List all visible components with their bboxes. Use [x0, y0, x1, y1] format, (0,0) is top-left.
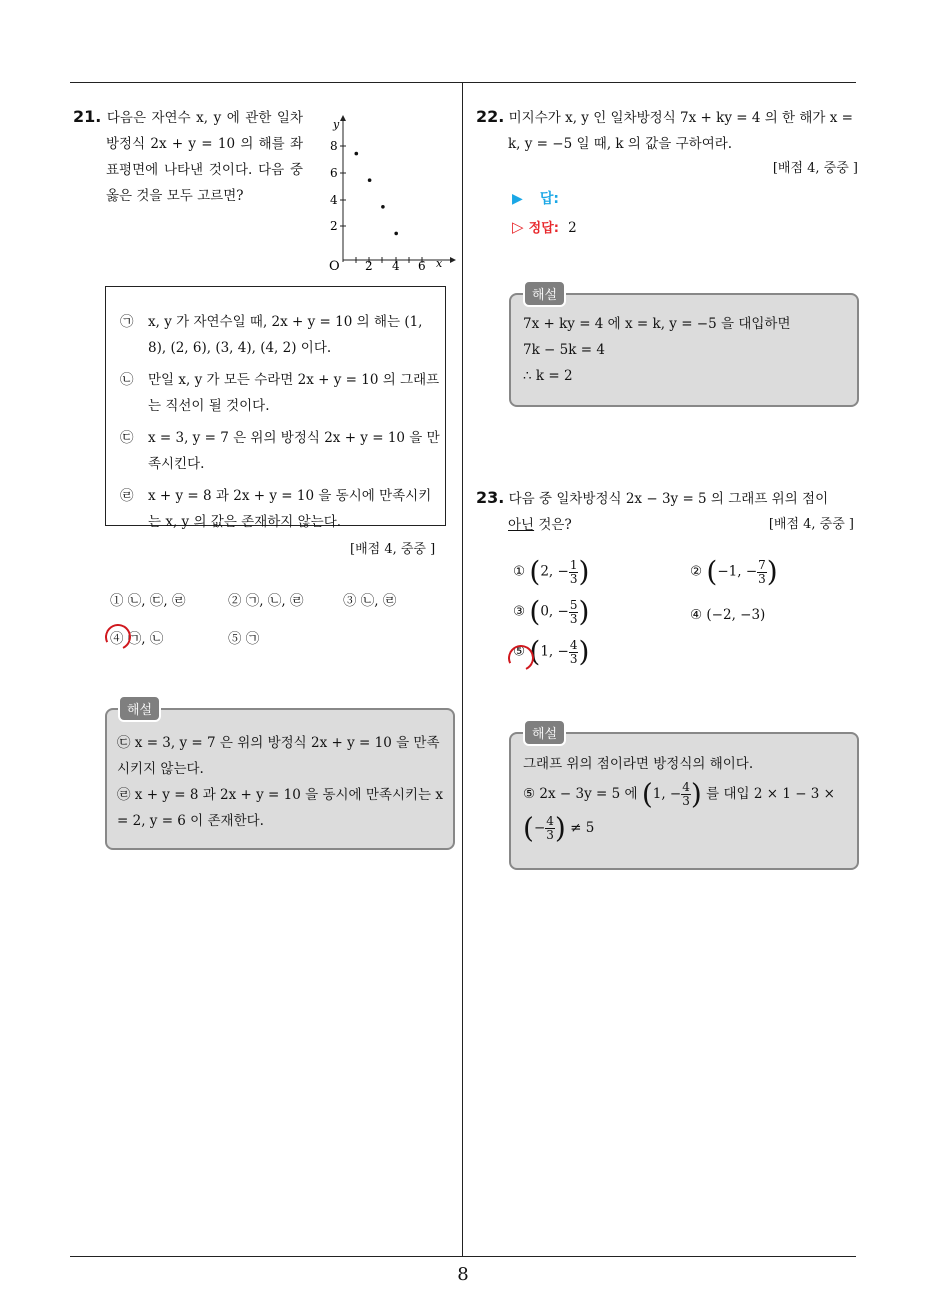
correct-label: 정답: [528, 221, 559, 236]
choice-text: (−2, −3) [706, 607, 766, 623]
graph-point [355, 152, 359, 156]
bottom-rule [70, 1256, 856, 1257]
y-tick-label: 6 [330, 166, 338, 180]
question-number: 23. [476, 488, 505, 507]
question-number: 21. [73, 107, 102, 126]
correct-answer [512, 217, 577, 236]
graph-points [355, 152, 399, 235]
statement-marker: ㉠ [120, 314, 134, 330]
choice-number: ① [110, 593, 124, 609]
graph-point [368, 178, 372, 182]
question-22 [476, 104, 858, 176]
answer-label: 답: [539, 191, 559, 207]
choice-text: 0, − [540, 603, 569, 620]
selected-answer-mark [101, 620, 134, 653]
score-label: [배점 4, 중중 ] [768, 517, 854, 532]
choice-1[interactable] [110, 589, 185, 609]
solution-tab: 해설 [523, 280, 566, 307]
statement-4 [120, 483, 440, 535]
choice-4[interactable] [690, 607, 765, 623]
choice-number: ② [690, 563, 703, 580]
question-number: 22. [476, 107, 505, 126]
fraction-denominator: 3 [758, 571, 766, 586]
score-label: [배점 4, 중중 ] [772, 161, 858, 176]
fraction-numerator: 5 [569, 597, 578, 612]
graph-point [381, 205, 385, 209]
choice-text: 2, − [540, 563, 569, 580]
x-axis-label: x [436, 257, 443, 270]
choice-1[interactable]: ① (2, − $\frac{1}{3}$ ) [513, 555, 590, 588]
solution-line: 7x + ky = 4 에 x = k, y = −5 을 대입하면 [523, 316, 791, 332]
y-tick-label: 4 [330, 193, 338, 207]
solution-box [509, 732, 859, 870]
choice-number: ④ [690, 607, 703, 623]
statement-text: x, y 가 자연수일 때, 2x + y = 10 의 해는 (1, 8), (2, 6), (3, 4), (4, 2) 이다. [148, 314, 423, 356]
page-number: 8 [457, 1264, 469, 1285]
statement-1 [120, 309, 440, 361]
choice-3[interactable]: ③ (0, − $\frac{5}{3}$ ) [513, 595, 590, 628]
solution-line: 7k − 5k = 4 [523, 342, 605, 358]
choice-2[interactable]: ② (−1, − $\frac{7}{3}$ ) [690, 555, 778, 588]
solution-line: ∴ k = 2 [523, 368, 573, 384]
solution-line: ㉣ x + y = 8 과 2x + y = 10 을 동시에 만족시키는 x = 2, y = 6 이 존재한다. [117, 787, 443, 829]
solution-line: 그래프 위의 점이라면 방정식의 해이다. [523, 756, 754, 772]
solution-line: ⑤ 2x − 3y = 5 에 (1, − $\frac{4}{3}$ ) 를 대입 2 × 1 − 3 × [523, 777, 835, 811]
choice-text: −1, − [717, 563, 758, 580]
statement-text: x + y = 8 과 2x + y = 10 을 동시에 만족시키는 x, y 의 값은 존재하지 않는다. [148, 488, 432, 530]
question-23 [476, 485, 860, 538]
column-divider [462, 82, 463, 1257]
choice-5[interactable]: ⑤ (1, − $\frac{4}{3}$ ) [513, 635, 590, 668]
solution-line: (− $\frac{4}{3}$ ) ≠ 5 [523, 811, 595, 845]
choice-text: 1, − [540, 643, 569, 660]
answer-field[interactable] [512, 188, 559, 208]
question-text: 미지수가 x, y 인 일차방정식 7x + ky = 4 의 한 해가 x = k, y = −5 일 때, k 의 값을 구하여라. [508, 110, 853, 152]
statement-text: x = 3, y = 7 은 위의 방정식 2x + y = 10 을 만족시킨다. [148, 430, 440, 472]
y-axis-label: y [333, 118, 340, 131]
choice-number: ③ [513, 603, 526, 620]
coordinate-graph [318, 112, 458, 274]
choice-text: ㉠ [245, 631, 260, 647]
solution-box [105, 708, 455, 850]
statement-marker: ㉡ [120, 372, 134, 388]
statements-box [105, 286, 446, 530]
statement-2 [120, 367, 440, 419]
question-21 [73, 104, 303, 209]
x-tick-label: 4 [392, 259, 400, 273]
y-tick-label: 8 [330, 139, 338, 153]
solution-line: ㉢ x = 3, y = 7 은 위의 방정식 2x + y = 10 을 만족시키지 않는다. [117, 735, 440, 777]
fraction-numerator: 4 [569, 637, 578, 652]
choice-text: ㉠, ㉡, ㉣ [245, 593, 304, 609]
fraction-numerator: 7 [758, 557, 766, 572]
solution-box [509, 293, 859, 407]
play-outline-icon: ▷ [512, 218, 524, 236]
choice-number: ④ [110, 631, 124, 647]
choice-number: ⑤ [513, 643, 526, 660]
choice-number: ③ [343, 593, 357, 609]
choice-text: ㉡, ㉢, ㉣ [127, 593, 186, 609]
x-tick-label: 6 [418, 259, 426, 273]
statement-text: 만일 x, y 가 모든 수라면 2x + y = 10 의 그래프는 직선이 될 것이다. [148, 372, 440, 414]
solution-tab: 해설 [118, 695, 161, 722]
origin-label: O [329, 259, 340, 274]
choice-3[interactable] [343, 589, 396, 609]
choice-5[interactable] [228, 627, 259, 647]
question-text: 다음 중 일차방정식 2x − 3y = 5 의 그래프 위의 점이 [508, 491, 829, 507]
score-label: [배점 4, 중중 ] [350, 542, 436, 557]
choice-text: ㉡, ㉣ [360, 593, 397, 609]
fraction-denominator: 3 [569, 571, 578, 586]
y-tick-label: 2 [330, 219, 338, 233]
choice-number: ⑤ [228, 631, 242, 647]
play-icon: ▶ [512, 191, 523, 207]
question-text: 것은? [538, 517, 572, 533]
solution-tab: 해설 [523, 719, 566, 746]
fraction-denominator: 3 [569, 651, 578, 666]
choice-number: ① [513, 563, 526, 580]
fraction-denominator: 3 [569, 611, 578, 626]
statement-marker: ㉣ [120, 488, 134, 504]
choice-text: ㉠, ㉡ [127, 631, 164, 647]
choice-2[interactable] [228, 589, 303, 609]
underlined-word: 아닌 [508, 517, 535, 533]
statement-3 [120, 425, 440, 477]
statement-marker: ㉢ [120, 430, 134, 446]
graph-point [394, 232, 398, 236]
choice-number: ② [228, 593, 242, 609]
fraction-numerator: 1 [569, 557, 578, 572]
top-rule [70, 82, 856, 83]
question-text: 다음은 자연수 x, y 에 관한 일차방정식 2x + y = 10 의 해를 좌표평면에 나타낸 것이다. 다음 중 옳은 것을 모두 고르면? [106, 110, 303, 204]
x-tick-label: 2 [365, 259, 373, 273]
correct-value: 2 [568, 220, 577, 236]
